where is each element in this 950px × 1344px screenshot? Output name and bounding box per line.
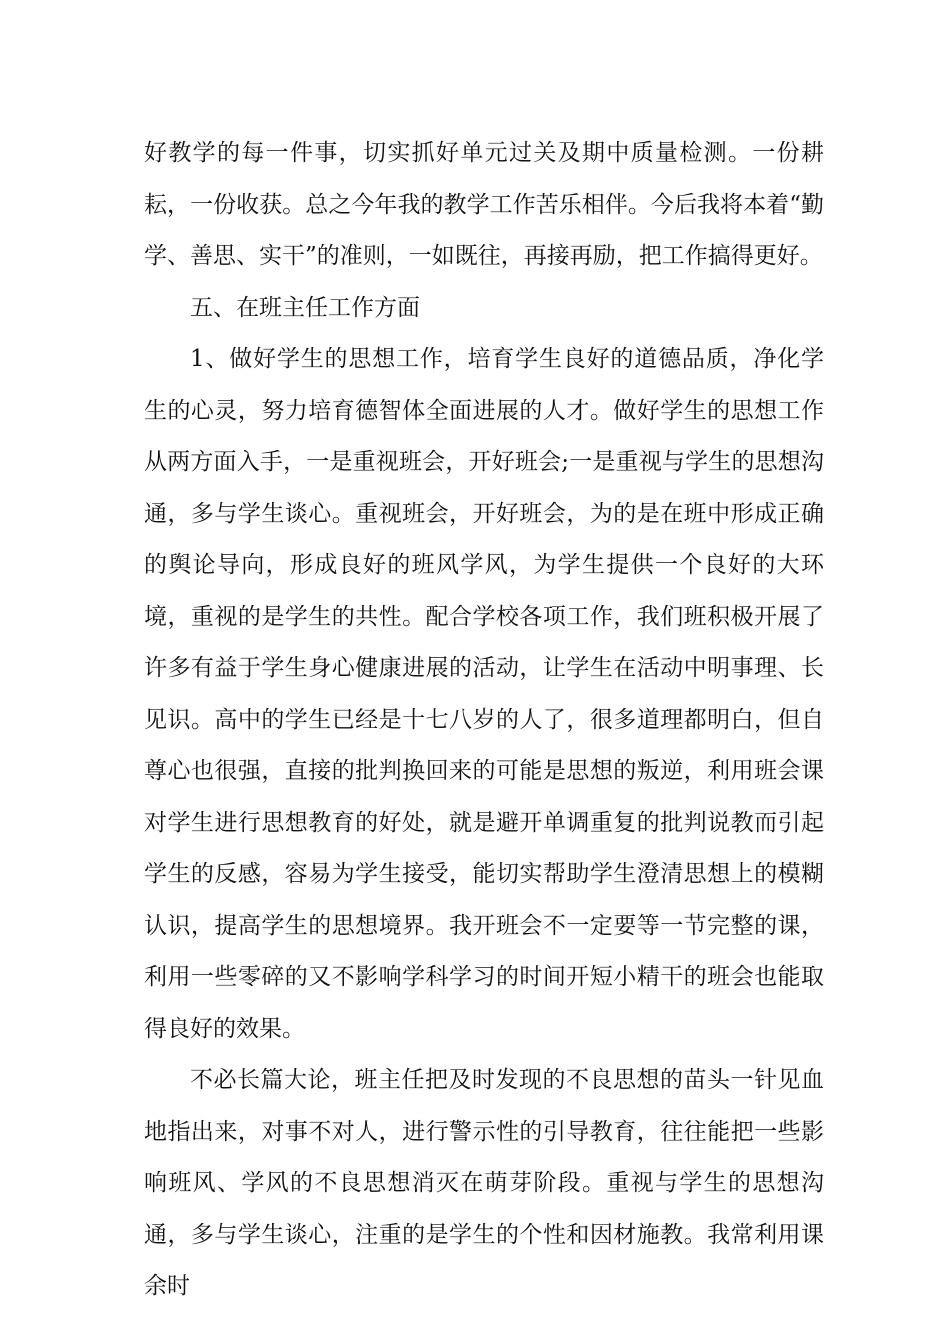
paragraph-3: 不必长篇大论，班主任把及时发现的不良思想的苗头一针见血地指出来，对事不对人，进行警示性的引导教育，往往能把一些影响班风、学风的不良思想消灭在萌芽阶段。重视与学生的思想沟通，多与学生谈心，注重的是学生的个性和因材施教。我常利用课余时 (144, 1067, 824, 1299)
paragraph-1: 好教学的每一件事，切实抓好单元过关及期中质量检测。一份耕耘，一份收获。总之今年我的教学工作苦乐相伴。今后我将本着“勤学、善思、实干”的准则，一如既往，再接再励，把工作搞得更好。 (144, 140, 824, 269)
document-body (144, 128, 824, 1313)
section-heading: 五、在班主任工作方面 (190, 294, 420, 321)
paragraph-2: 1、做好学生的思想工作，培育学生良好的道德品质，净化学生的心灵，努力培育德智体全面进展的人才。做好学生的思想工作从两方面入手，一是重视班会，开好班会;一是重视与学生的思想沟通，多与学生谈心。重视班会，开好班会，为的是在班中形成正确的舆论导向，形成良好的班风学风，为学生提供一个良好的大环境，重视的是学生的共性。配合学校各项工作，我们班积极开展了许多有益于学生身心健康进展的活动，让学生在活动中明事理、长见识。高中的学生已经是十七八岁的人了，很多道理都明白，但自尊心也很强，直接的批判换回来的可能是思想的叛逆，利用班会课对学生进行思想教育的好处，就是避开单调重复的批判说教而引起学生的反感，容易为学生接受，能切实帮助学生澄清思想上的模糊认识，提高学生的思想境界。我开班会不一定要等一节完整的课，利用一些零碎的又不影响学科学习的时间开短小精干的班会也能取得良好的效果。 (144, 346, 824, 1042)
